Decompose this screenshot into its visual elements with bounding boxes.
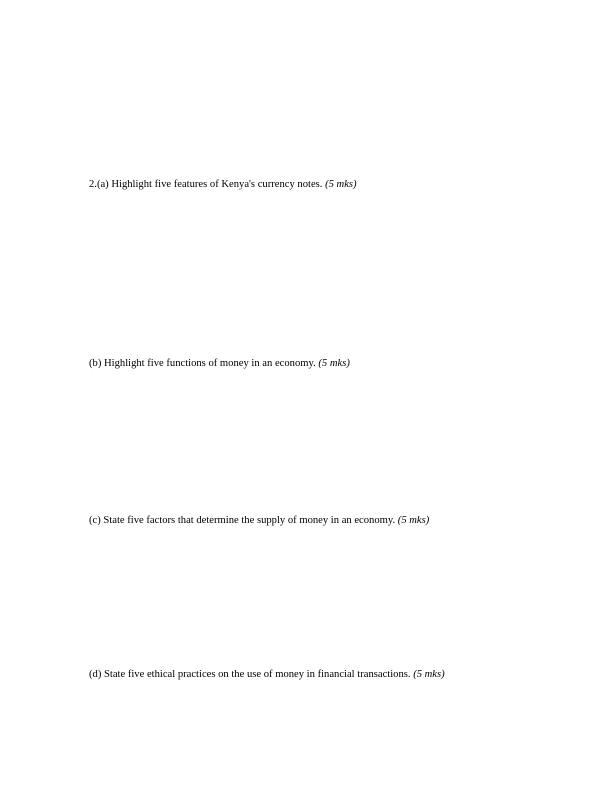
question-marks: (5 mks) bbox=[397, 515, 430, 526]
question-text: (c) State five factors that determine the supply of money in an economy. bbox=[89, 515, 396, 526]
question-2b bbox=[89, 357, 350, 370]
question-marks: (5 mks) bbox=[325, 179, 357, 190]
question-text: 2.(a) Highlight five features of Kenya's currency notes. bbox=[89, 179, 323, 190]
question-text: (d) State five ethical practices on the use of money in financial transactions. bbox=[89, 669, 411, 680]
question-marks: (5 mks) bbox=[413, 669, 445, 680]
question-2d bbox=[89, 668, 445, 681]
question-marks: (5 mks) bbox=[318, 358, 350, 369]
question-text: (b) Highlight five functions of money in an economy. bbox=[89, 358, 316, 369]
question-2a bbox=[89, 178, 357, 191]
question-2c bbox=[89, 514, 429, 527]
